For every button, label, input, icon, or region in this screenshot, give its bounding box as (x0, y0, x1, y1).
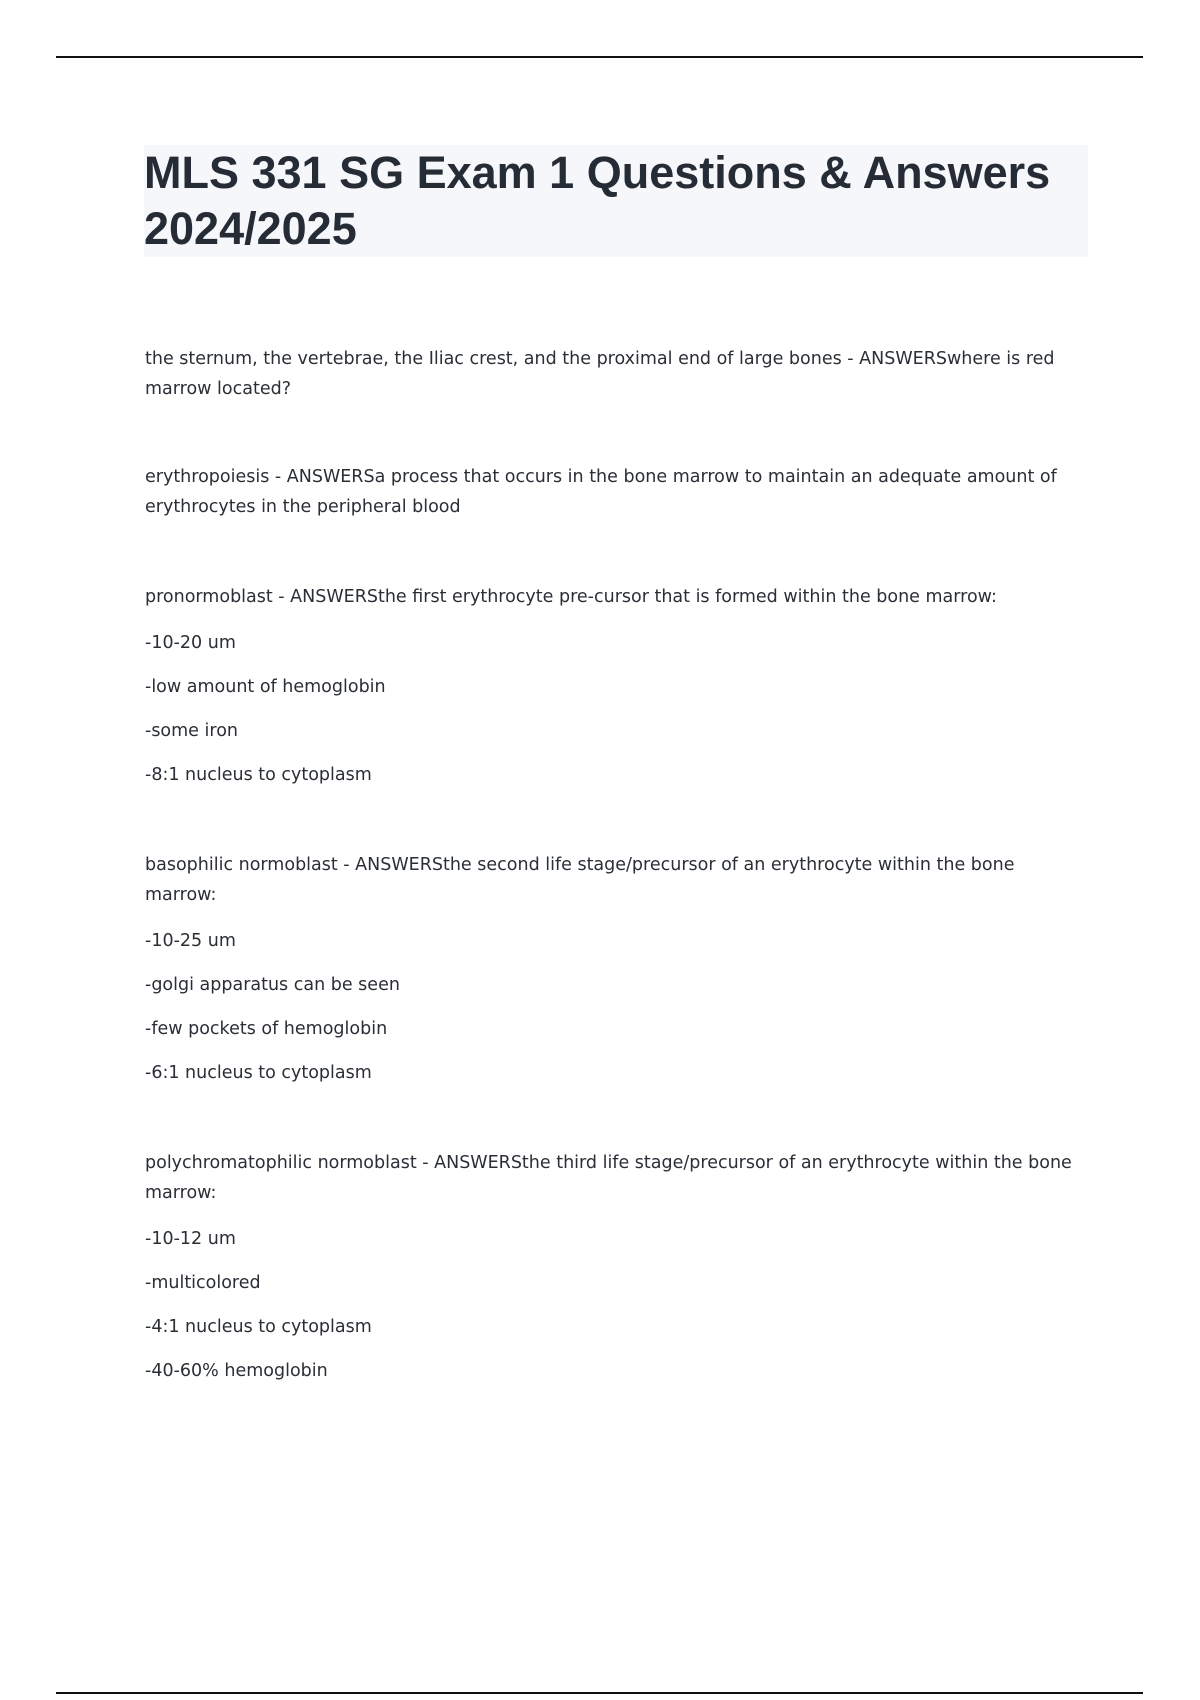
qa-entry-text: erythropoiesis - ANSWERSa process that occurs in the bone marrow to maintain an adequate amount of erythrocytes in the peripheral blood (145, 467, 1057, 517)
top-rule (56, 56, 1143, 58)
qa-bullet: -4:1 nucleus to cytoplasm (145, 1317, 372, 1337)
qa-entry-text: basophilic normoblast - ANSWERSthe second life stage/precursor of an erythrocyte within the bone marrow: (145, 855, 1015, 905)
qa-entry (145, 344, 1085, 404)
qa-entry (145, 582, 1085, 788)
qa-bullet: -10-12 um (145, 1229, 236, 1249)
qa-entry-text: pronormoblast - ANSWERSthe first erythrocyte pre-cursor that is formed within the bone marrow: (145, 587, 997, 607)
qa-entry-text: polychromatophilic normoblast - ANSWERSthe third life stage/precursor of an erythrocyte within the bone marrow: (145, 1153, 1072, 1203)
qa-entry-text: the sternum, the vertebrae, the Iliac crest, and the proximal end of large bones - ANSWERSwhere is red marrow located? (145, 349, 1055, 399)
qa-bullet: -golgi apparatus can be seen (145, 975, 400, 995)
qa-bullet: -some iron (145, 721, 238, 741)
qa-bullet: -few pockets of hemoglobin (145, 1019, 388, 1039)
qa-list (145, 344, 1085, 1384)
qa-entry (145, 850, 1085, 1086)
qa-bullet: -multicolored (145, 1273, 261, 1293)
bottom-rule (56, 1692, 1143, 1694)
qa-entry (145, 1148, 1085, 1384)
qa-bullet: -6:1 nucleus to cytoplasm (145, 1063, 372, 1083)
qa-bullet: -8:1 nucleus to cytoplasm (145, 765, 372, 785)
qa-bullet: -10-20 um (145, 633, 236, 653)
page-title: MLS 331 SG Exam 1 Questions & Answers 2024/2025 (144, 147, 1051, 254)
title-banner (144, 145, 1088, 257)
qa-entry (145, 462, 1085, 522)
qa-bullet: -low amount of hemoglobin (145, 677, 386, 697)
qa-bullet: -40-60% hemoglobin (145, 1361, 328, 1381)
qa-bullet: -10-25 um (145, 931, 236, 951)
